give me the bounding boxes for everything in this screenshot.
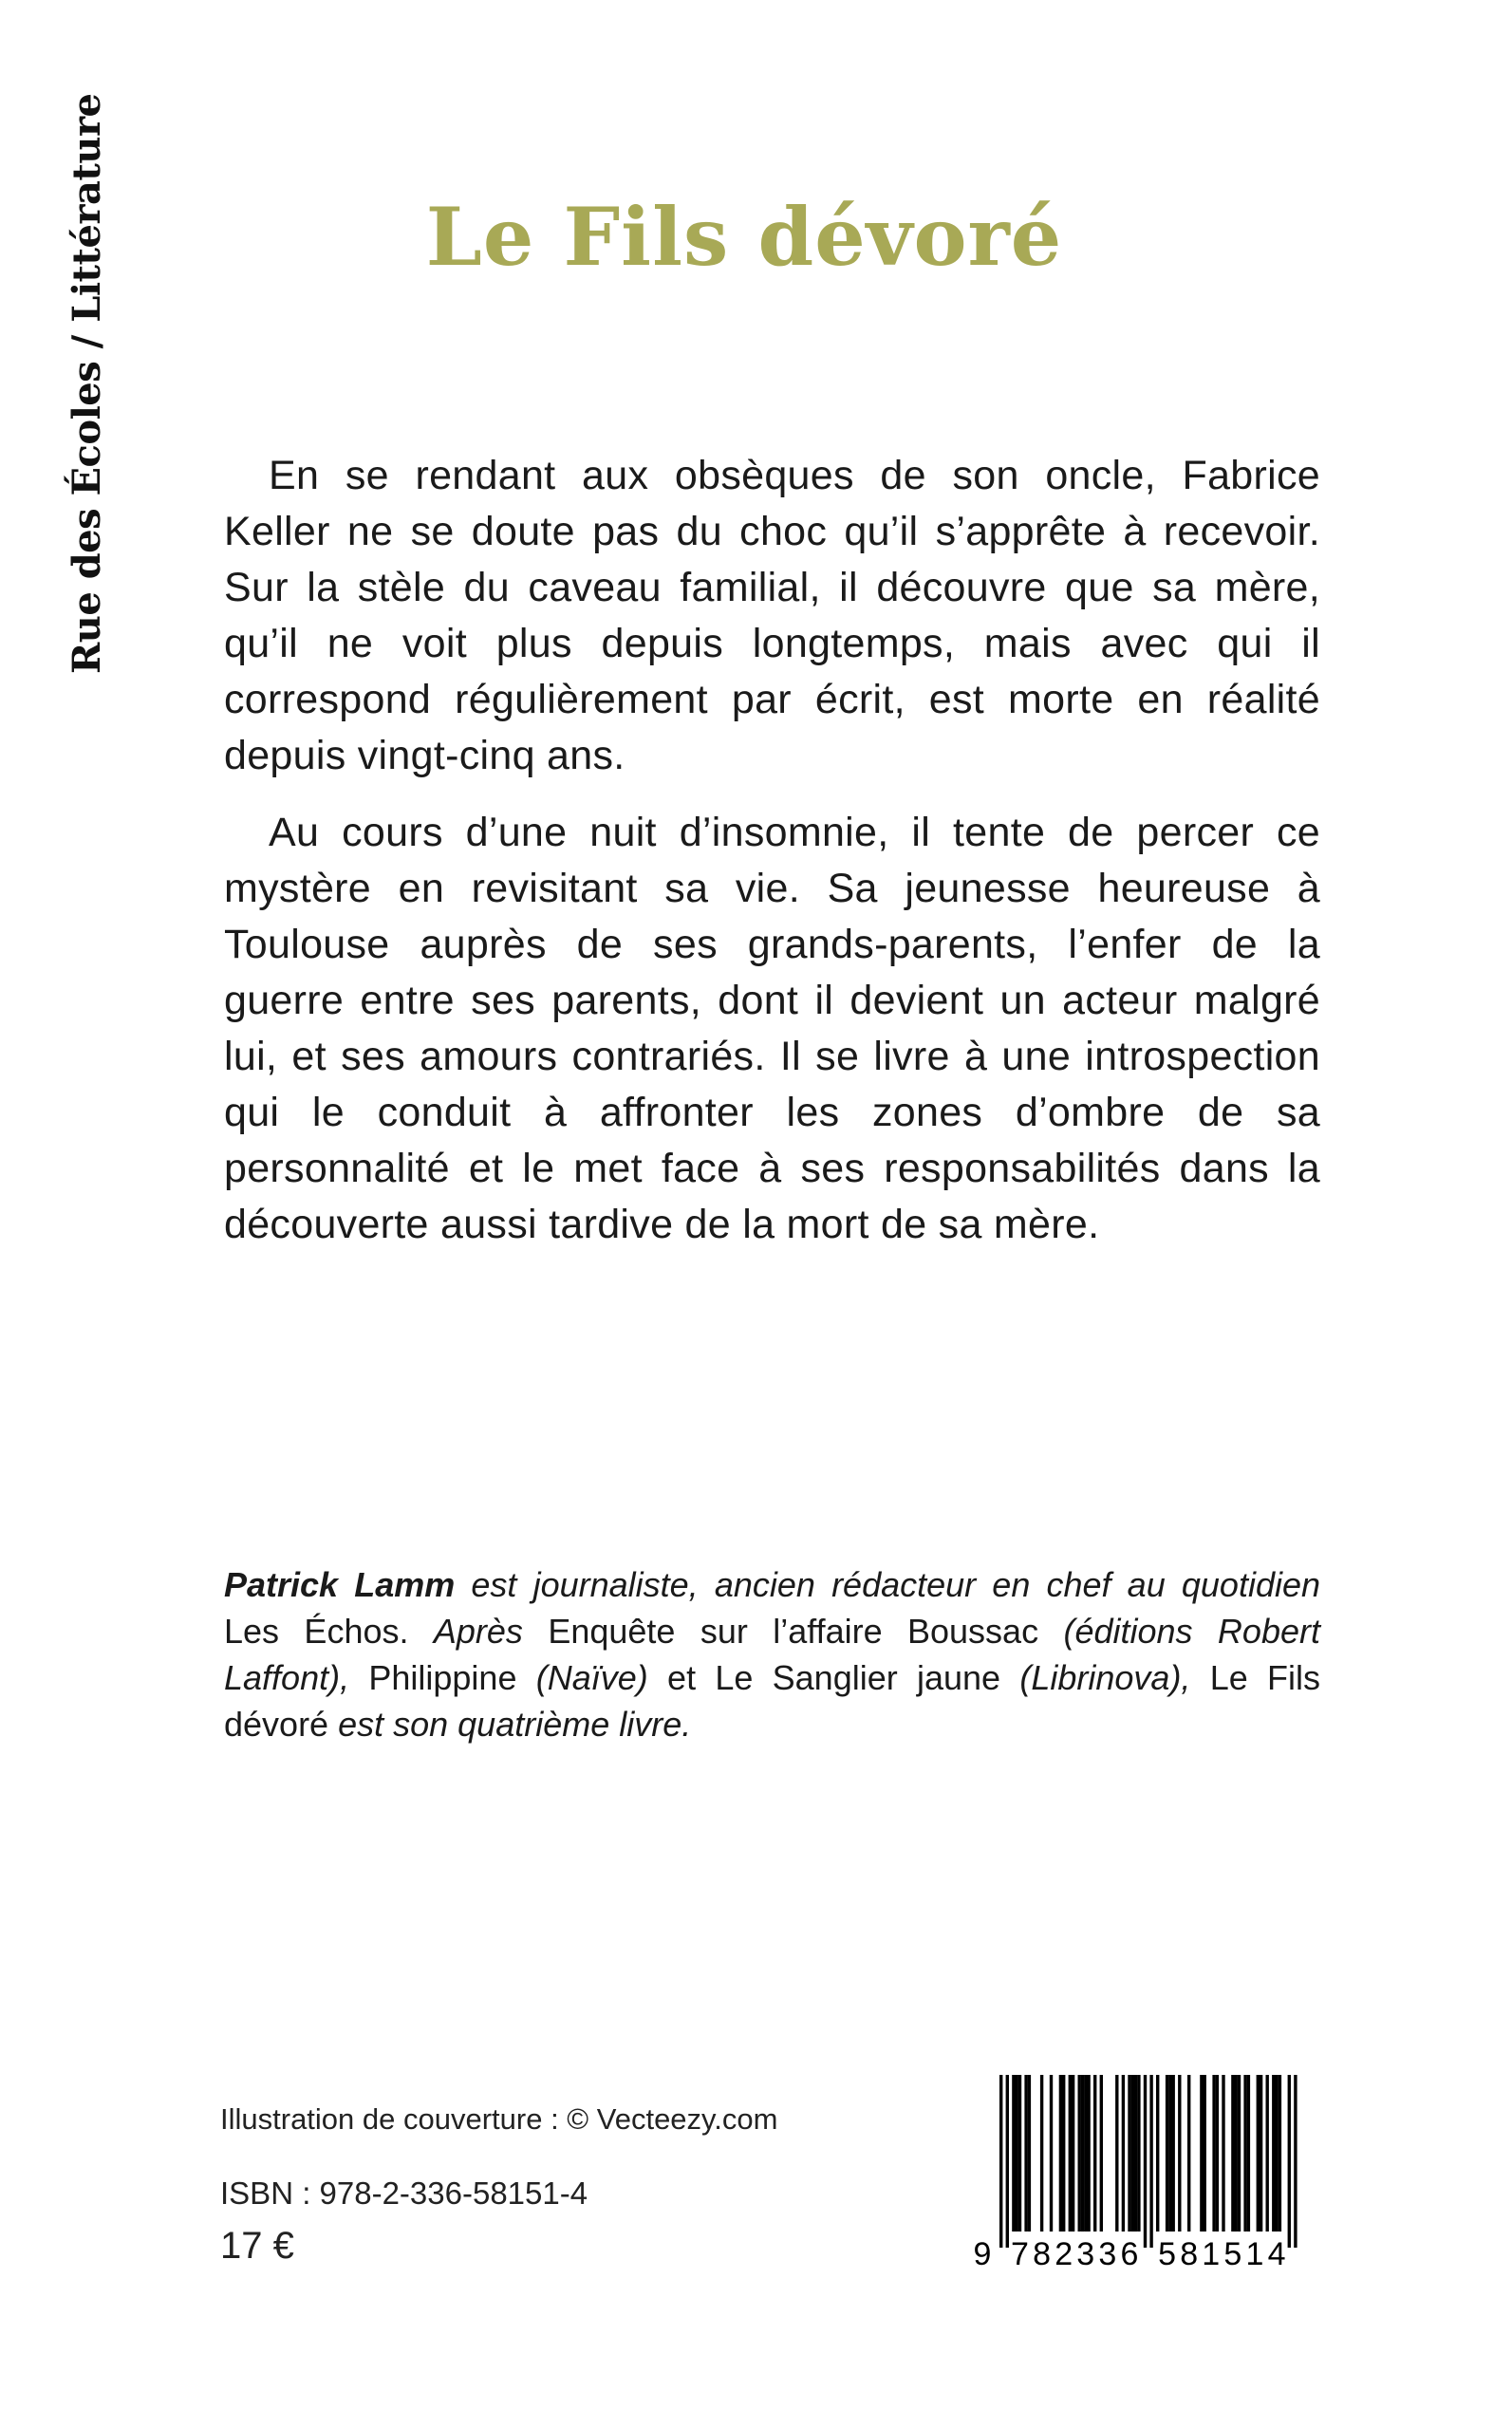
barcode-bar	[1260, 2075, 1262, 2232]
barcode-digit: 7	[1010, 2236, 1029, 2269]
barcode-bar	[1166, 2075, 1168, 2232]
isbn: ISBN : 978-2-336-58151-4	[220, 2176, 588, 2211]
barcode-bar	[1122, 2075, 1125, 2232]
spine-collection-label: Rue des Écoles / Littérature	[65, 93, 109, 674]
barcode-bar	[1257, 2075, 1260, 2232]
illustration-credit: Illustration de couverture : © Vecteezy.com	[220, 2102, 778, 2136]
barcode-bar	[1187, 2075, 1190, 2232]
barcode-bar	[1016, 2075, 1018, 2232]
barcode-bar	[1100, 2075, 1103, 2232]
barcode-bar	[1204, 2075, 1206, 2232]
barcode-bar	[1050, 2075, 1053, 2232]
bio-text: (Naïve)	[535, 1658, 668, 1697]
barcode-bar	[1200, 2075, 1203, 2232]
bio-text: Les Échos.	[224, 1612, 434, 1651]
bio-text: Le Fils dévoré	[224, 1658, 1320, 1744]
barcode-bar	[1275, 2075, 1278, 2232]
barcode-bar	[1247, 2075, 1250, 2232]
barcode-bar	[1093, 2075, 1096, 2232]
barcode-bar	[1040, 2075, 1043, 2232]
barcode-bar	[1272, 2075, 1275, 2232]
barcode-bar	[999, 2075, 1002, 2248]
barcode-bar	[1156, 2075, 1159, 2232]
barcode-bar	[1144, 2075, 1147, 2248]
barcode-digit: 3	[1076, 2236, 1095, 2269]
barcode-bar	[1149, 2075, 1152, 2248]
barcode-bar	[1238, 2075, 1241, 2232]
barcode-bar	[1222, 2075, 1224, 2232]
barcode-digit: 6	[1120, 2236, 1139, 2269]
barcode-bar	[1266, 2075, 1269, 2232]
barcode-bar	[1131, 2075, 1134, 2232]
barcode-bar	[1018, 2075, 1021, 2232]
barcode-bar	[1072, 2075, 1074, 2232]
author-name: Patrick Lamm	[224, 1565, 456, 1604]
barcode-digit: 5	[1158, 2236, 1177, 2269]
barcode-bar	[1062, 2075, 1065, 2232]
barcode-bar	[1012, 2075, 1015, 2232]
barcode-bar	[1069, 2075, 1072, 2232]
barcode-bar	[1216, 2075, 1219, 2232]
barcode-bar	[1081, 2075, 1084, 2232]
book-title: Le Fils dévoré	[425, 190, 1063, 284]
barcode-digit: 1	[1202, 2236, 1221, 2269]
summary-paragraph: En se rendant aux obsèques de son oncle, Fabrice Keller ne se doute pas du choc qu’il s’apprête à recevoir. Sur la stèle du caveau familial, il découvre que sa mère, qu’il ne voit plus depuis longtemps, mais avec qui il correspond régulièrement par écrit, est morte en réalité depuis vingt-cinq ans.	[224, 453, 1320, 778]
bio-text: (éditions Robert Laffont),	[224, 1612, 1320, 1697]
barcode-bar	[1134, 2075, 1137, 2232]
barcode-bar	[1279, 2075, 1281, 2232]
barcode-bar	[1212, 2075, 1215, 2232]
barcode-bar	[1137, 2075, 1140, 2232]
summary-paragraph: Au cours d’une nuit d’insomnie, il tente de percer ce mystère en revisitant sa vie. Sa jeunesse heureuse à Toulouse auprès de ses grands-parents, l’enfer de la guerre entre ses parents, dont il devient un acteur malgré lui, et ses amours contrariés. Il se livre à une introspection qui le conduit à affronter les zones d’ombre de sa personnalité et le met face à ses responsabilités dans la découverte aussi tardive de la mort de sa mère.	[224, 810, 1320, 1247]
bio-text: Enquête sur l’affaire Boussac	[548, 1612, 1064, 1651]
bio-text: est journaliste, ancien rédacteur en chef au quotidien	[455, 1565, 1321, 1604]
bio-text: Philippine	[368, 1658, 536, 1697]
barcode-bar	[1168, 2075, 1171, 2232]
barcode-bar	[1294, 2075, 1297, 2248]
bio-text: et Le Sanglier jaune	[667, 1658, 1020, 1697]
barcode-bar	[1115, 2075, 1118, 2232]
barcode-bar	[1006, 2075, 1009, 2248]
barcode-digit: 8	[1033, 2236, 1052, 2269]
price: 17 €	[220, 2225, 294, 2267]
barcode-digit: 2	[1055, 2236, 1073, 2269]
barcode-bar	[1084, 2075, 1087, 2232]
bio-text: (Librinova),	[1019, 1658, 1210, 1697]
barcode-bar	[1178, 2075, 1181, 2232]
author-bio	[224, 1561, 1320, 1747]
barcode-bar	[1172, 2075, 1175, 2232]
barcode-bar	[1024, 2075, 1027, 2232]
barcode-bar	[1243, 2075, 1246, 2232]
barcode-bar	[1059, 2075, 1062, 2232]
barcode-bar	[1087, 2075, 1090, 2232]
book-summary	[224, 448, 1320, 1274]
barcode-digit: 1	[1245, 2236, 1264, 2269]
barcode-digit: 9	[973, 2236, 992, 2269]
bio-text: Après	[433, 1612, 549, 1651]
barcode-bar	[1078, 2075, 1081, 2232]
barcode-bar	[1288, 2075, 1291, 2248]
bio-text: est son quatrième livre.	[338, 1705, 692, 1744]
barcode-bar	[1028, 2075, 1031, 2232]
barcode-bar	[1128, 2075, 1130, 2232]
barcode-bar	[1231, 2075, 1234, 2232]
barcode-digit: 3	[1098, 2236, 1117, 2269]
barcode-bar	[1235, 2075, 1238, 2232]
barcode-digit: 4	[1267, 2236, 1286, 2269]
barcode-digit: 5	[1223, 2236, 1242, 2269]
barcode	[973, 2075, 1329, 2269]
barcode-digit: 8	[1180, 2236, 1199, 2269]
